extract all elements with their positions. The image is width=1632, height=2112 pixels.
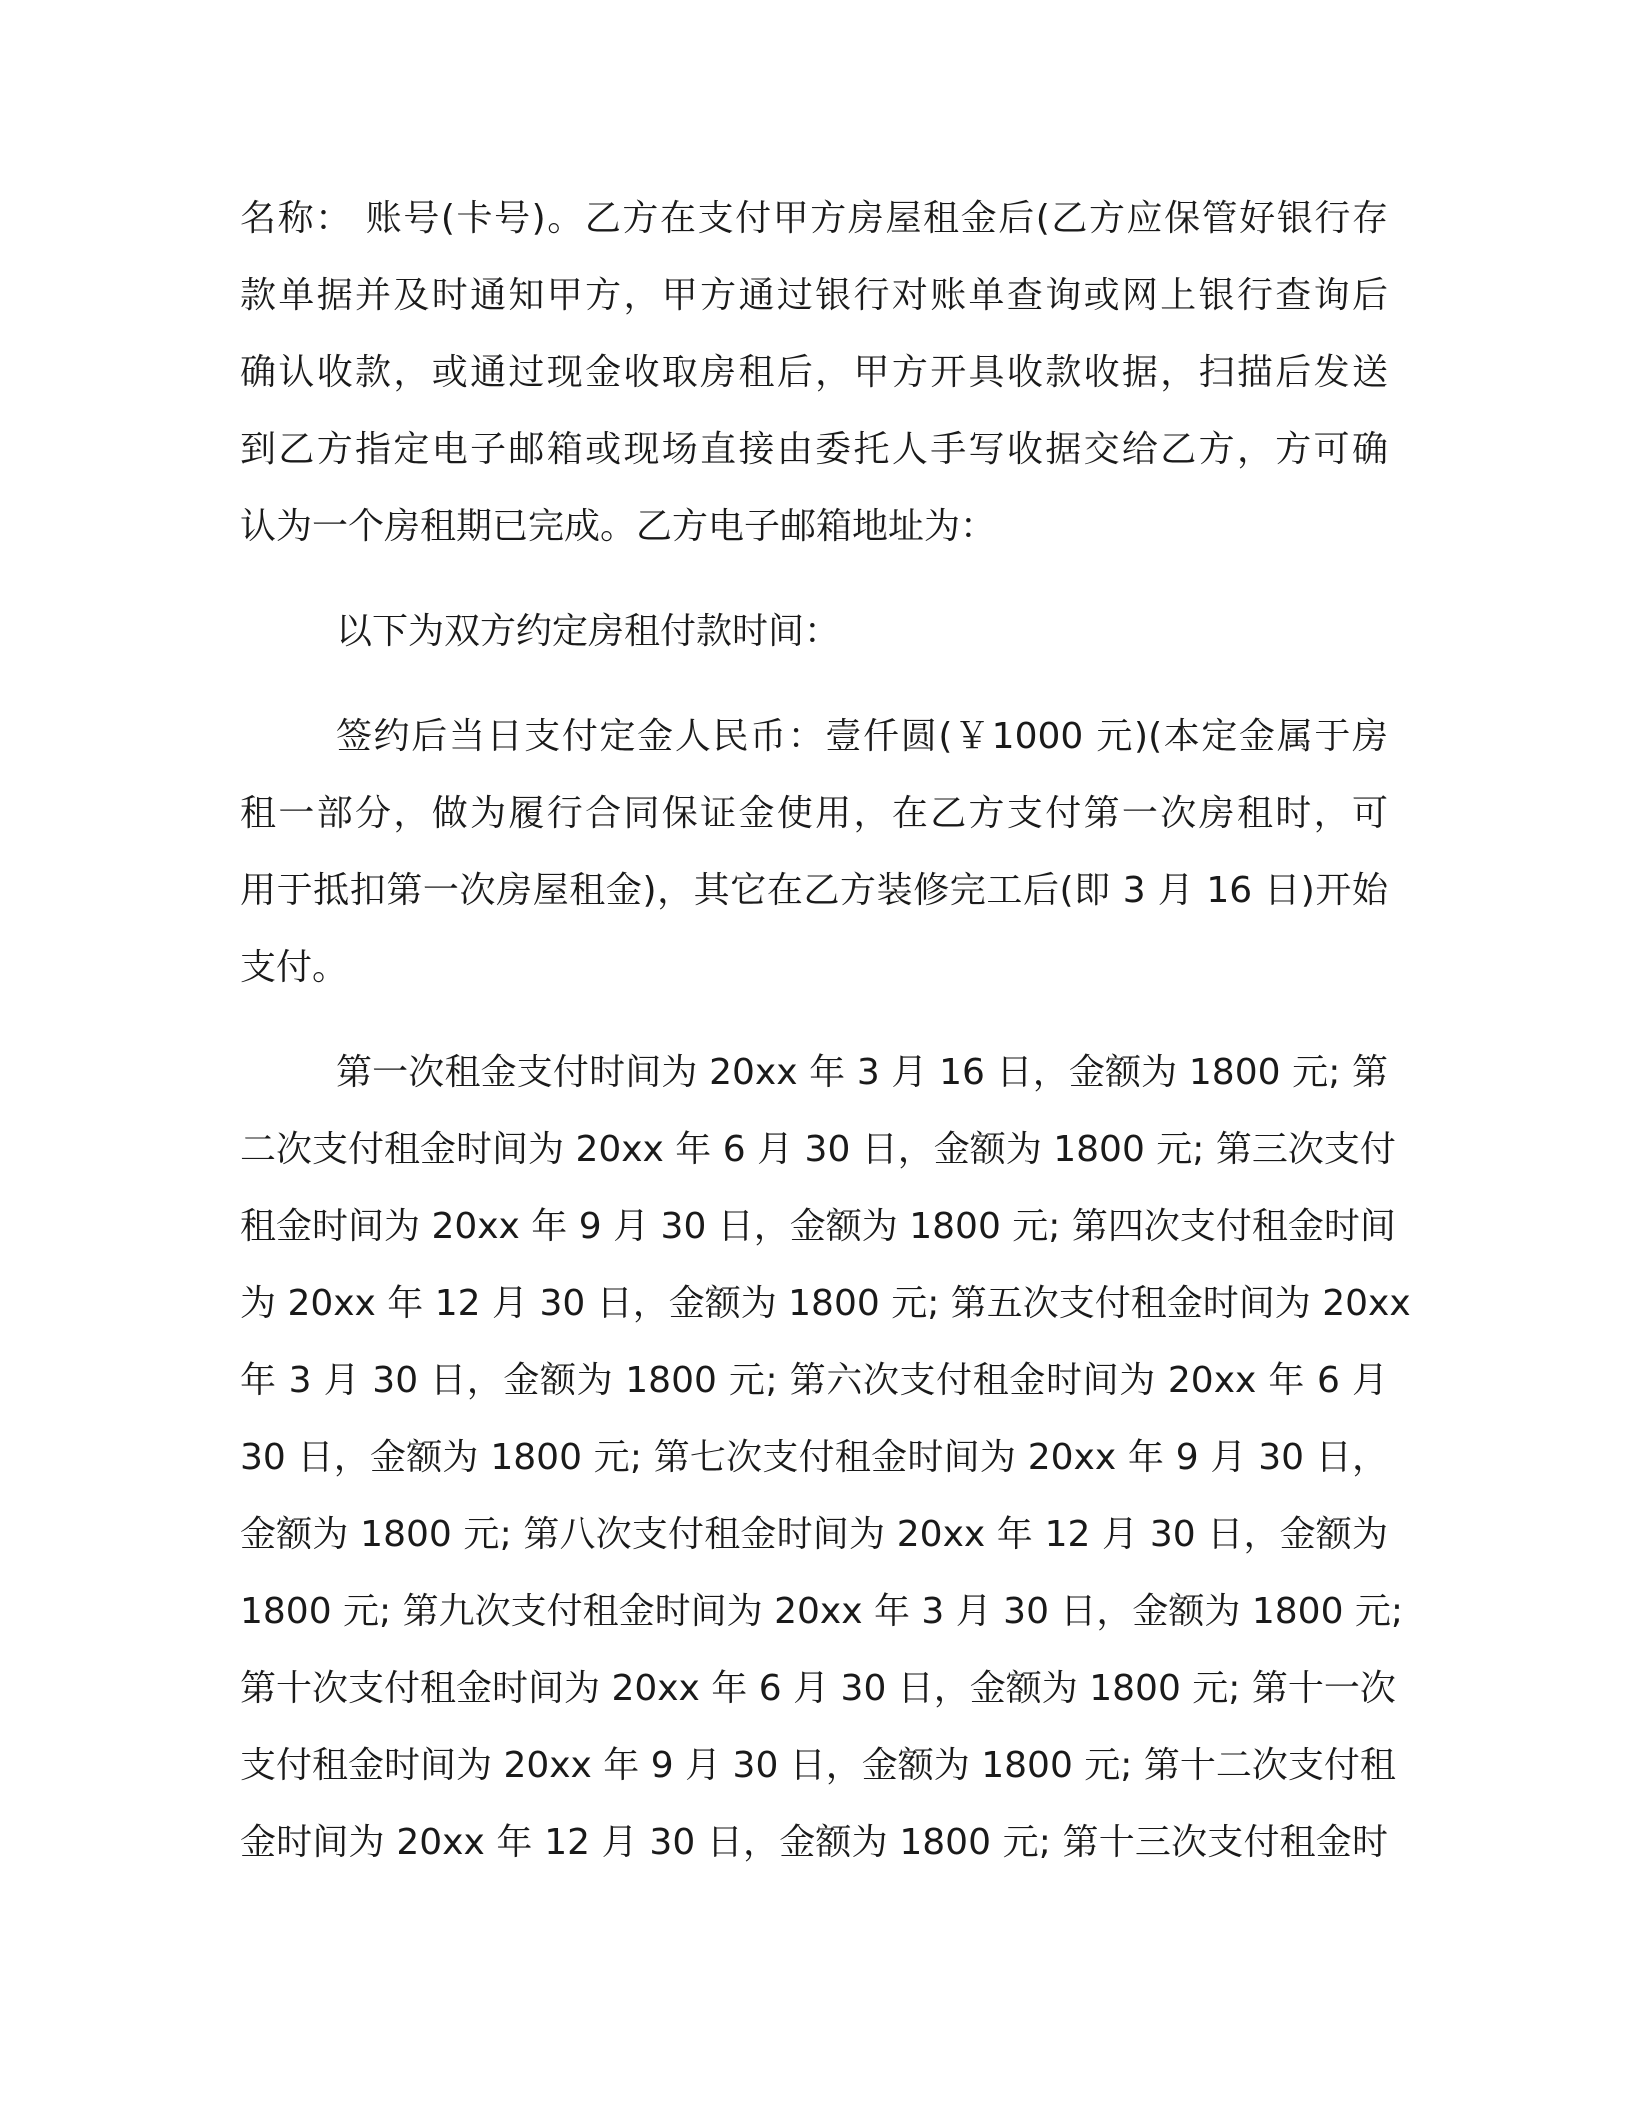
text-line: 名称： 账号(卡号)。乙方在支付甲方房屋租金后(乙方应保管好银行存 bbox=[240, 198, 1388, 239]
text-line: 租一部分，做为履行合同保证金使用，在乙方支付第一次房租时，可 bbox=[240, 793, 1388, 834]
text-line: 二次支付租金时间为 20xx 年 6 月 30 日，金额为 1800 元; 第三次支付 bbox=[240, 1129, 1396, 1170]
text-line: 第十次支付租金时间为 20xx 年 6 月 30 日，金额为 1800 元; 第十一次 bbox=[240, 1668, 1396, 1709]
text-line: 到乙方指定电子邮箱或现场直接由委托人手写收据交给乙方，方可确 bbox=[240, 429, 1388, 470]
paragraph-spacer bbox=[240, 670, 1388, 698]
text-line: 为 20xx 年 12 月 30 日，金额为 1800 元; 第五次支付租金时间为 20xx bbox=[240, 1283, 1411, 1324]
text-line: 认为一个房租期已完成。乙方电子邮箱地址为： bbox=[240, 506, 997, 547]
text-line: 以下为双方约定房租付款时间： bbox=[336, 611, 841, 652]
text-line: 支付租金时间为 20xx 年 9 月 30 日，金额为 1800 元; 第十二次支付租 bbox=[240, 1745, 1396, 1786]
document-body bbox=[240, 180, 1411, 1881]
text-line: 1800 元; 第九次支付租金时间为 20xx 年 3 月 30 日，金额为 1800 元; bbox=[240, 1591, 1404, 1632]
paragraph-rent-installments bbox=[240, 1034, 1411, 1881]
text-line: 确认收款，或通过现金收取房租后，甲方开具收款收据，扫描后发送 bbox=[240, 352, 1388, 393]
text-line: 第一次租金支付时间为 20xx 年 3 月 16 日，金额为 1800 元; 第 bbox=[336, 1052, 1388, 1093]
text-line: 租金时间为 20xx 年 9 月 30 日，金额为 1800 元; 第四次支付租金时间 bbox=[240, 1206, 1396, 1247]
paragraph-spacer bbox=[240, 565, 1388, 593]
paragraph-payment-account bbox=[240, 180, 1388, 565]
text-line: 支付。 bbox=[240, 947, 349, 988]
text-line: 金额为 1800 元; 第八次支付租金时间为 20xx 年 12 月 30 日，金额为 bbox=[240, 1514, 1388, 1555]
text-line: 款单据并及时通知甲方，甲方通过银行对账单查询或网上银行查询后 bbox=[240, 275, 1388, 316]
text-line: 用于抵扣第一次房屋租金)，其它在乙方装修完工后(即 3 月 16 日)开始 bbox=[240, 870, 1388, 911]
paragraph-spacer bbox=[240, 1006, 1388, 1034]
text-line: 年 3 月 30 日，金额为 1800 元; 第六次支付租金时间为 20xx 年 6 月 bbox=[240, 1360, 1388, 1401]
paragraph-deposit bbox=[240, 698, 1388, 1006]
paragraph-payment-schedule-intro bbox=[240, 593, 1388, 670]
text-line: 签约后当日支付定金人民币：壹仟圆(￥1000 元)(本定金属于房 bbox=[336, 716, 1388, 757]
text-line: 金时间为 20xx 年 12 月 30 日，金额为 1800 元; 第十三次支付租金时 bbox=[240, 1822, 1388, 1863]
text-line: 30 日，金额为 1800 元; 第七次支付租金时间为 20xx 年 9 月 30 日， bbox=[240, 1437, 1388, 1478]
